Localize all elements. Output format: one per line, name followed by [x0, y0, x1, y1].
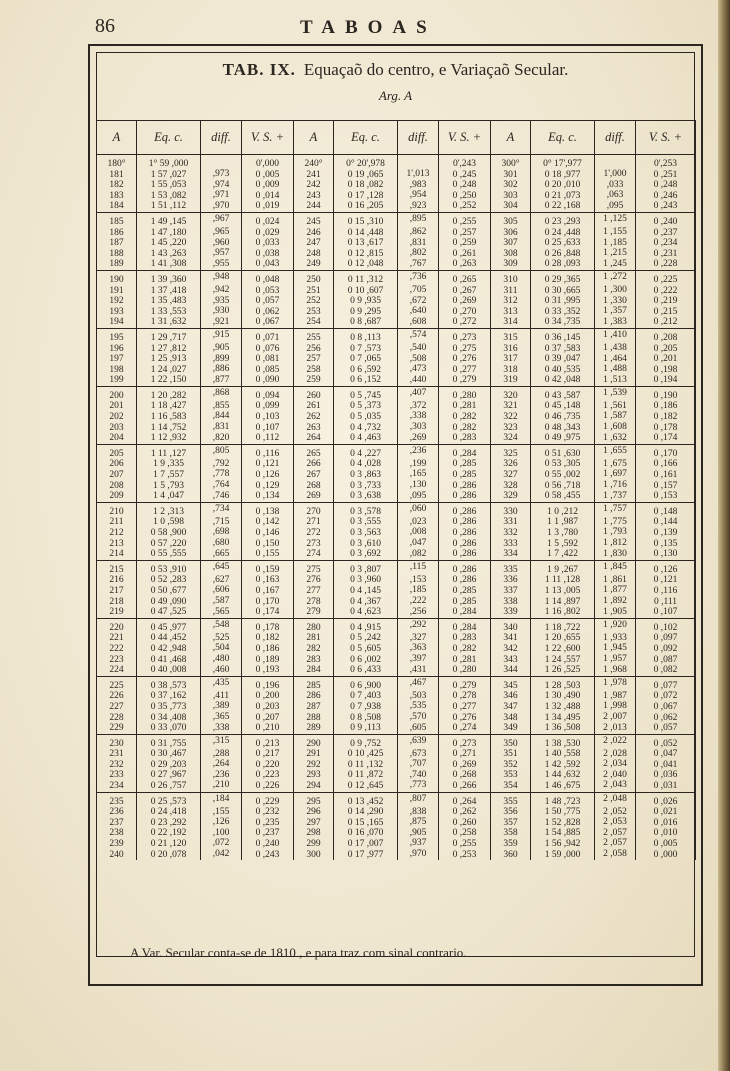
equation-cell: 0 25 ,573 0 24 ,418 0 23 ,292 0 22 ,192 0 21 ,120 0 20 ,078 — [137, 792, 201, 860]
diff-values: ,855 ,844 ,831 ,820 — [212, 400, 230, 443]
header-row — [97, 121, 696, 155]
diff-cell — [398, 386, 439, 444]
equation-cell: 0 4 ,915 0 5 ,242 0 5 ,605 0 6 ,002 0 6 ,433 — [334, 618, 398, 676]
secular-variation-cell: 0 ,286 0 ,286 0 ,285 0 ,285 0 ,284 — [439, 560, 491, 618]
col-header-vs: V. S. + — [636, 121, 696, 155]
diff-carry: 1 ,920 — [603, 619, 627, 630]
table-heading — [96, 60, 695, 80]
diff-carry — [398, 156, 438, 167]
secular-variation-cell: 0 ,052 0 ,047 0 ,041 0 ,036 0 ,031 — [636, 734, 696, 792]
col-header-diff: diff. — [595, 121, 636, 155]
diff-carry: ,315 — [212, 735, 230, 746]
secular-variation-cell: 0 ,071 0 ,076 0 ,081 0 ,085 0 ,090 — [242, 328, 294, 386]
secular-variation-cell: 0 ,126 0 ,121 0 ,116 0 ,111 0 ,107 — [636, 560, 696, 618]
table-row-block — [97, 560, 696, 618]
secular-variation-cell: 0 ,265 0 ,267 0 ,269 0 ,270 0 ,272 — [439, 270, 491, 328]
diff-cell — [595, 212, 636, 270]
secular-variation-cell: 0',243 0 ,245 0 ,248 0 ,250 0 ,252 — [439, 155, 491, 213]
equation-cell: 0 51 ,630 0 53 ,305 0 55 ,002 0 56 ,718 0 58 ,455 — [531, 444, 595, 502]
diff-values: ,862 ,831 ,802 ,767 — [409, 226, 427, 269]
secular-variation-cell: 0 ,229 0 ,232 0 ,235 0 ,237 0 ,240 0 ,243 — [242, 792, 294, 860]
secular-variation-cell: 0 ,077 0 ,072 0 ,067 0 ,062 0 ,057 — [636, 676, 696, 734]
diff-values: ,288 ,264 ,236 ,210 — [212, 748, 230, 791]
diff-carry: ,236 — [409, 445, 427, 456]
arg-cell: 345 346 347 348 349 — [491, 676, 531, 734]
col-header-a: A — [294, 121, 334, 155]
col-header-eq: Eq. c. — [137, 121, 201, 155]
diff-cell — [201, 734, 242, 792]
diff-carry: 2 ,022 — [603, 735, 627, 746]
diff-cell — [595, 386, 636, 444]
diff-carry: 1 ,655 — [603, 445, 627, 456]
table-row-block — [97, 386, 696, 444]
diff-values: ,673 ,707 ,740 ,773 — [409, 748, 427, 791]
secular-variation-cell: 0 ,284 0 ,283 0 ,282 0 ,281 0 ,280 — [439, 618, 491, 676]
secular-variation-cell: 0 ,273 0 ,271 0 ,269 0 ,268 0 ,266 — [439, 734, 491, 792]
secular-variation-cell: 0 ,138 0 ,142 0 ,146 0 ,150 0 ,155 — [242, 502, 294, 560]
equation-cell: 1 9 ,267 1 11 ,128 1 13 ,005 1 14 ,897 1 16 ,802 — [531, 560, 595, 618]
secular-variation-cell: 0 ,148 0 ,144 0 ,139 0 ,135 0 ,130 — [636, 502, 696, 560]
arg-cell: 200 201 202 203 204 — [97, 386, 137, 444]
equation-cell: 0 31 ,755 0 30 ,467 0 29 ,203 0 27 ,967 0 26 ,757 — [137, 734, 201, 792]
arg-cell: 275 276 277 278 279 — [294, 560, 334, 618]
secular-variation-cell: 0 ,094 0 ,099 0 ,103 0 ,107 0 ,112 — [242, 386, 294, 444]
secular-variation-cell: 0 ,255 0 ,257 0 ,259 0 ,261 0 ,263 — [439, 212, 491, 270]
diff-carry: ,915 — [212, 329, 230, 340]
arg-cell: 205 206 207 208 209 — [97, 444, 137, 502]
diff-cell — [398, 792, 439, 860]
diff-carry: 2 ,048 — [603, 793, 627, 804]
table-row-block — [97, 155, 696, 213]
equation-cell: 1 39 ,360 1 37 ,418 1 35 ,483 1 33 ,553 1 31 ,632 — [137, 270, 201, 328]
table-row-block — [97, 676, 696, 734]
diff-carry: 1 ,757 — [603, 503, 627, 514]
diff-carry: 1 ,125 — [603, 213, 627, 224]
diff-cell — [595, 792, 636, 860]
diff-carry: ,967 — [212, 213, 230, 224]
secular-variation-cell: 0',000 0 ,005 0 ,009 0 ,014 0 ,019 — [242, 155, 294, 213]
diff-values: 1 ,775 1 ,793 1 ,812 1 ,830 — [603, 516, 627, 559]
equation-cell: 1 29 ,717 1 27 ,812 1 25 ,913 1 24 ,027 1 22 ,150 — [137, 328, 201, 386]
diff-values: 1 ,561 1 ,587 1 ,608 1 ,632 — [603, 400, 627, 443]
arg-cell: 180° 181 182 183 184 — [97, 155, 137, 213]
diff-cell — [398, 444, 439, 502]
diff-cell — [398, 676, 439, 734]
page-number: 86 — [95, 15, 115, 37]
secular-variation-cell: 0',253 0 ,251 0 ,248 0 ,246 0 ,243 — [636, 155, 696, 213]
equation-cell: 1 49 ,145 1 47 ,180 1 45 ,220 1 43 ,263 1 41 ,308 — [137, 212, 201, 270]
arg-cell: 190 191 192 193 194 — [97, 270, 137, 328]
equation-cell: 0° 20',978 0 19 ,065 0 18 ,082 0 17 ,128 0 16 ,205 — [334, 155, 398, 213]
diff-carry: ,184 — [212, 793, 230, 804]
arg-cell: 350 351 352 353 354 — [491, 734, 531, 792]
diff-cell — [201, 270, 242, 328]
secular-variation-cell: 0 ,170 0 ,166 0 ,161 0 ,157 0 ,153 — [636, 444, 696, 502]
diff-carry — [201, 156, 241, 167]
diff-cell — [398, 328, 439, 386]
arg-cell: 300° 301 302 303 304 — [491, 155, 531, 213]
diff-cell — [595, 560, 636, 618]
arg-cell: 220 221 222 223 224 — [97, 618, 137, 676]
table-row-block — [97, 212, 696, 270]
arg-cell: 340 341 342 343 344 — [491, 618, 531, 676]
arg-cell: 355 356 357 358 359 360 — [491, 792, 531, 860]
secular-variation-cell: 0 ,196 0 ,200 0 ,203 0 ,207 0 ,210 — [242, 676, 294, 734]
diff-carry: ,734 — [212, 503, 230, 514]
equation-cell: 0 15 ,310 0 14 ,448 0 13 ,617 0 12 ,815 0 12 ,048 — [334, 212, 398, 270]
diff-values: ,503 ,535 ,570 ,605 — [409, 690, 427, 733]
equation-cell: 0 4 ,227 0 4 ,028 0 3 ,863 0 3 ,733 0 3 ,638 — [334, 444, 398, 502]
diff-cell — [398, 734, 439, 792]
diff-cell — [595, 676, 636, 734]
diff-carry — [595, 156, 635, 167]
equation-cell: 0 23 ,293 0 24 ,448 0 25 ,633 0 26 ,848 0 28 ,093 — [531, 212, 595, 270]
diff-carry: ,895 — [409, 213, 427, 224]
diff-cell — [595, 618, 636, 676]
diff-cell — [398, 618, 439, 676]
secular-variation-cell: 0 ,213 0 ,217 0 ,220 0 ,223 0 ,226 — [242, 734, 294, 792]
table-body — [97, 155, 696, 861]
diff-values: 1 ,987 1 ,998 2 ,007 2 ,013 — [603, 690, 627, 733]
diff-values: ,627 ,606 ,587 ,565 — [212, 574, 230, 617]
diff-cell — [595, 502, 636, 560]
diff-cell — [398, 212, 439, 270]
diff-cell — [201, 560, 242, 618]
secular-variation-cell: 0 ,024 0 ,029 0 ,033 0 ,038 0 ,043 — [242, 212, 294, 270]
diff-values: 1 ,300 1 ,330 1 ,357 1 ,383 — [603, 284, 627, 327]
equation-cell: 0 3 ,578 0 3 ,555 0 3 ,563 0 3 ,610 0 3 ,692 — [334, 502, 398, 560]
col-header-diff: diff. — [398, 121, 439, 155]
table-row-block — [97, 618, 696, 676]
col-header-eq: Eq. c. — [531, 121, 595, 155]
secular-variation-cell: 0 ,279 0 ,278 0 ,277 0 ,276 0 ,274 — [439, 676, 491, 734]
arg-cell: 315 316 317 318 319 — [491, 328, 531, 386]
equation-cell: 0 5 ,745 0 5 ,373 0 5 ,035 0 4 ,732 0 4 ,463 — [334, 386, 398, 444]
table-row-block — [97, 444, 696, 502]
diff-cell — [201, 386, 242, 444]
argument-label: Arg. A — [378, 88, 413, 103]
arg-cell: 245 246 247 248 249 — [294, 212, 334, 270]
arg-cell: 215 216 217 218 219 — [97, 560, 137, 618]
diff-values: ,525 ,504 ,480 ,460 — [212, 632, 230, 675]
equation-cell: 0 29 ,365 0 30 ,665 0 31 ,995 0 33 ,352 0 34 ,735 — [531, 270, 595, 328]
footer-note: A Var. Secular conta-se de 1810 , e para traz com sinal contrario. — [130, 945, 467, 960]
table-row-block — [97, 328, 696, 386]
diff-values: ,942 ,935 ,930 ,921 — [212, 284, 230, 327]
diff-values: 1 ,861 1 ,877 1 ,892 1 ,905 — [603, 574, 627, 617]
diff-values: 1 ,155 1 ,185 1 ,215 1 ,245 — [603, 226, 627, 269]
diff-cell — [595, 155, 636, 213]
diff-values: ,973 ,974 ,971 ,970 — [212, 169, 230, 211]
arg-cell: 265 266 267 268 269 — [294, 444, 334, 502]
diff-carry: ,736 — [409, 271, 427, 282]
arg-cell: 335 336 337 338 339 — [491, 560, 531, 618]
diff-carry: ,645 — [212, 561, 230, 572]
diff-values: ,411 ,389 ,365 ,338 — [212, 690, 230, 733]
arg-cell: 305 306 307 308 309 — [491, 212, 531, 270]
arg-cell: 230 231 232 233 234 — [97, 734, 137, 792]
equation-cell: 0 43 ,587 0 45 ,148 0 46 ,735 0 48 ,343 0 49 ,975 — [531, 386, 595, 444]
diff-carry: ,868 — [212, 387, 230, 398]
diff-carry: 1 ,539 — [603, 387, 627, 398]
diff-cell — [201, 792, 242, 860]
table-subtitle: Equaçaõ do centro, e Variaçaõ Secular. — [303, 60, 569, 79]
arg-cell: 310 311 312 313 314 — [491, 270, 531, 328]
diff-values: ,715 ,698 ,680 ,665 — [212, 516, 230, 559]
secular-variation-cell: 0 ,284 0 ,285 0 ,285 0 ,286 0 ,286 — [439, 444, 491, 502]
diff-carry: ,292 — [409, 619, 427, 630]
table-row-block — [97, 734, 696, 792]
diff-carry: ,467 — [409, 677, 427, 688]
equation-table — [96, 120, 696, 860]
diff-cell — [201, 155, 242, 213]
diff-values: 1 ,675 1 ,697 1 ,716 1 ,737 — [603, 458, 627, 501]
diff-values: ,155 ,126 ,100 ,072 ,042 — [212, 806, 230, 860]
equation-cell: 1° 59 ,000 1 57 ,027 1 55 ,053 1 53 ,082 1 51 ,112 — [137, 155, 201, 213]
diff-carry: ,639 — [409, 735, 427, 746]
diff-cell — [595, 444, 636, 502]
diff-carry: 1 ,410 — [603, 329, 627, 340]
diff-carry: ,407 — [409, 387, 427, 398]
diff-carry: ,435 — [212, 677, 230, 688]
equation-cell: 0 36 ,145 0 37 ,583 0 39 ,047 0 40 ,535 0 42 ,048 — [531, 328, 595, 386]
diff-values: 1 ,438 1 ,464 1 ,488 1 ,513 — [603, 342, 627, 385]
equation-cell: 1 48 ,723 1 50 ,775 1 52 ,828 1 54 ,885 1 56 ,942 1 59 ,000 — [531, 792, 595, 860]
arg-cell: 290 291 292 293 294 — [294, 734, 334, 792]
table-row-block — [97, 792, 696, 860]
col-header-a: A — [491, 121, 531, 155]
secular-variation-cell: 0 ,178 0 ,182 0 ,186 0 ,189 0 ,193 — [242, 618, 294, 676]
equation-cell: 0 53 ,910 0 52 ,283 0 50 ,677 0 49 ,090 0 47 ,525 — [137, 560, 201, 618]
equation-cell: 0 13 ,452 0 14 ,290 0 15 ,165 0 16 ,070 0 17 ,007 0 17 ,977 — [334, 792, 398, 860]
diff-values: 1 ,933 1 ,945 1 ,957 1 ,968 — [603, 632, 627, 675]
table-title: TAB. IX. — [222, 60, 296, 79]
arg-cell: 260 261 262 263 264 — [294, 386, 334, 444]
equation-cell: 0 6 ,900 0 7 ,403 0 7 ,938 0 8 ,508 0 9 ,113 — [334, 676, 398, 734]
secular-variation-cell: 0 ,190 0 ,186 0 ,182 0 ,178 0 ,174 — [636, 386, 696, 444]
arg-cell: 195 196 197 198 199 — [97, 328, 137, 386]
secular-variation-cell: 0 ,280 0 ,281 0 ,282 0 ,282 0 ,283 — [439, 386, 491, 444]
equation-cell: 1 18 ,722 1 20 ,655 1 22 ,600 1 24 ,557 1 26 ,525 — [531, 618, 595, 676]
diff-values: ,965 ,960 ,957 ,955 — [212, 226, 230, 269]
arg-cell: 330 331 332 333 334 — [491, 502, 531, 560]
equation-cell: 1 0 ,212 1 1 ,987 1 3 ,780 1 5 ,592 1 7 ,422 — [531, 502, 595, 560]
diff-values: ,705 ,672 ,640 ,608 — [409, 284, 427, 327]
table-row-block — [97, 502, 696, 560]
equation-cell: 1 20 ,282 1 18 ,427 1 16 ,583 1 14 ,752 1 12 ,932 — [137, 386, 201, 444]
diff-carry: 1 ,845 — [603, 561, 627, 572]
table-row-block — [97, 270, 696, 328]
secular-variation-cell: 0 ,273 0 ,275 0 ,276 0 ,277 0 ,279 — [439, 328, 491, 386]
equation-cell: 0° 17',977 0 18 ,977 0 20 ,010 0 21 ,073 0 22 ,168 — [531, 155, 595, 213]
diff-carry: ,807 — [409, 793, 427, 804]
diff-values: ,372 ,338 ,303 ,269 — [409, 400, 427, 443]
arg-cell: 185 186 187 188 189 — [97, 212, 137, 270]
secular-variation-cell: 0 ,208 0 ,205 0 ,201 0 ,198 0 ,194 — [636, 328, 696, 386]
diff-values: ,153 ,185 ,222 ,256 — [409, 574, 427, 617]
secular-variation-cell: 0 ,048 0 ,053 0 ,057 0 ,062 0 ,067 — [242, 270, 294, 328]
diff-values: ,327 ,363 ,397 ,431 — [409, 632, 427, 675]
diff-cell — [595, 270, 636, 328]
equation-cell: 0 8 ,113 0 7 ,573 0 7 ,065 0 6 ,592 0 6 ,152 — [334, 328, 398, 386]
diff-values: ,792 ,778 ,764 ,746 — [212, 458, 230, 501]
diff-cell — [201, 328, 242, 386]
equation-cell: 0 45 ,977 0 44 ,452 0 42 ,948 0 41 ,468 0 40 ,008 — [137, 618, 201, 676]
equation-cell: 1 38 ,530 1 40 ,558 1 42 ,592 1 44 ,632 1 46 ,675 — [531, 734, 595, 792]
diff-values: ,199 ,165 ,130 ,095 — [409, 458, 427, 501]
secular-variation-cell: 0 ,240 0 ,237 0 ,234 0 ,231 0 ,228 — [636, 212, 696, 270]
diff-values: 2 ,028 2 ,034 2 ,040 2 ,043 — [603, 748, 627, 791]
col-header-eq: Eq. c. — [334, 121, 398, 155]
diff-cell — [595, 734, 636, 792]
diff-values: 1',000 ,033 ,063 ,095 — [603, 169, 627, 211]
diff-carry: 1 ,272 — [603, 271, 627, 282]
secular-variation-cell: 0 ,225 0 ,222 0 ,219 0 ,215 0 ,212 — [636, 270, 696, 328]
arg-cell: 280 281 282 283 284 — [294, 618, 334, 676]
diff-values: ,838 ,875 ,905 ,937 ,970 — [409, 806, 427, 860]
book-spine — [718, 0, 730, 1071]
col-header-vs: V. S. + — [242, 121, 294, 155]
secular-variation-cell: 0 ,116 0 ,121 0 ,126 0 ,129 0 ,134 — [242, 444, 294, 502]
diff-carry: 1 ,978 — [603, 677, 627, 688]
diff-values: 1',013 ,983 ,954 ,923 — [406, 169, 430, 211]
diff-carry: ,805 — [212, 445, 230, 456]
diff-cell — [201, 444, 242, 502]
secular-variation-cell: 0 ,102 0 ,097 0 ,092 0 ,087 0 ,082 — [636, 618, 696, 676]
col-header-diff: diff. — [201, 121, 242, 155]
diff-cell — [398, 502, 439, 560]
arg-cell: 285 286 287 288 289 — [294, 676, 334, 734]
arg-cell: 240° 241 242 243 244 — [294, 155, 334, 213]
secular-variation-cell: 0 ,159 0 ,163 0 ,167 0 ,170 0 ,174 — [242, 560, 294, 618]
diff-values: 2 ,052 2 ,053 2 ,057 2 ,057 2 ,058 — [603, 806, 627, 860]
diff-cell — [595, 328, 636, 386]
arg-cell: 235 236 237 238 239 240 — [97, 792, 137, 860]
diff-carry: ,948 — [212, 271, 230, 282]
arg-cell: 270 271 272 273 274 — [294, 502, 334, 560]
col-header-a: A — [97, 121, 137, 155]
equation-cell: 1 28 ,503 1 30 ,490 1 32 ,488 1 34 ,495 1 36 ,508 — [531, 676, 595, 734]
arg-cell: 255 256 257 258 259 — [294, 328, 334, 386]
diff-cell — [201, 618, 242, 676]
diff-carry: ,115 — [409, 561, 427, 572]
diff-values: ,540 ,508 ,473 ,440 — [409, 342, 427, 385]
secular-variation-cell: 0 ,026 0 ,021 0 ,016 0 ,010 0 ,005 0 ,000 — [636, 792, 696, 860]
arg-cell: 210 211 212 213 214 — [97, 502, 137, 560]
arg-cell: 325 326 327 328 329 — [491, 444, 531, 502]
equation-cell: 0 3 ,807 0 3 ,960 0 4 ,145 0 4 ,367 0 4 ,623 — [334, 560, 398, 618]
arg-cell: 295 296 297 298 299 300 — [294, 792, 334, 860]
arg-cell: 320 321 322 323 324 — [491, 386, 531, 444]
arg-cell: 250 251 252 253 254 — [294, 270, 334, 328]
diff-values: ,023 ,008 ,047 ,082 — [409, 516, 427, 559]
secular-variation-cell: 0 ,286 0 ,286 0 ,286 0 ,286 0 ,286 — [439, 502, 491, 560]
equation-cell: 0 11 ,312 0 10 ,607 0 9 ,935 0 9 ,295 0 8 ,687 — [334, 270, 398, 328]
diff-cell — [201, 676, 242, 734]
equation-cell: 1 2 ,313 1 0 ,598 0 58 ,900 0 57 ,220 0 55 ,555 — [137, 502, 201, 560]
diff-cell — [201, 212, 242, 270]
secular-variation-cell: 0 ,264 0 ,262 0 ,260 0 ,258 0 ,255 0 ,253 — [439, 792, 491, 860]
diff-carry: ,574 — [409, 329, 427, 340]
diff-values: ,905 ,899 ,886 ,877 — [212, 342, 230, 385]
diff-cell — [201, 502, 242, 560]
equation-cell: 1 11 ,127 1 9 ,335 1 7 ,557 1 5 ,793 1 4 ,047 — [137, 444, 201, 502]
running-head: TABOAS — [300, 17, 437, 38]
diff-cell — [398, 270, 439, 328]
diff-cell — [398, 155, 439, 213]
diff-carry: ,060 — [409, 503, 427, 514]
diff-cell — [398, 560, 439, 618]
arg-cell: 225 226 227 228 229 — [97, 676, 137, 734]
diff-carry: ,548 — [212, 619, 230, 630]
equation-cell: 0 38 ,573 0 37 ,162 0 35 ,773 0 34 ,408 0 33 ,070 — [137, 676, 201, 734]
equation-cell: 0 9 ,752 0 10 ,425 0 11 ,132 0 11 ,872 0 12 ,645 — [334, 734, 398, 792]
col-header-vs: V. S. + — [439, 121, 491, 155]
